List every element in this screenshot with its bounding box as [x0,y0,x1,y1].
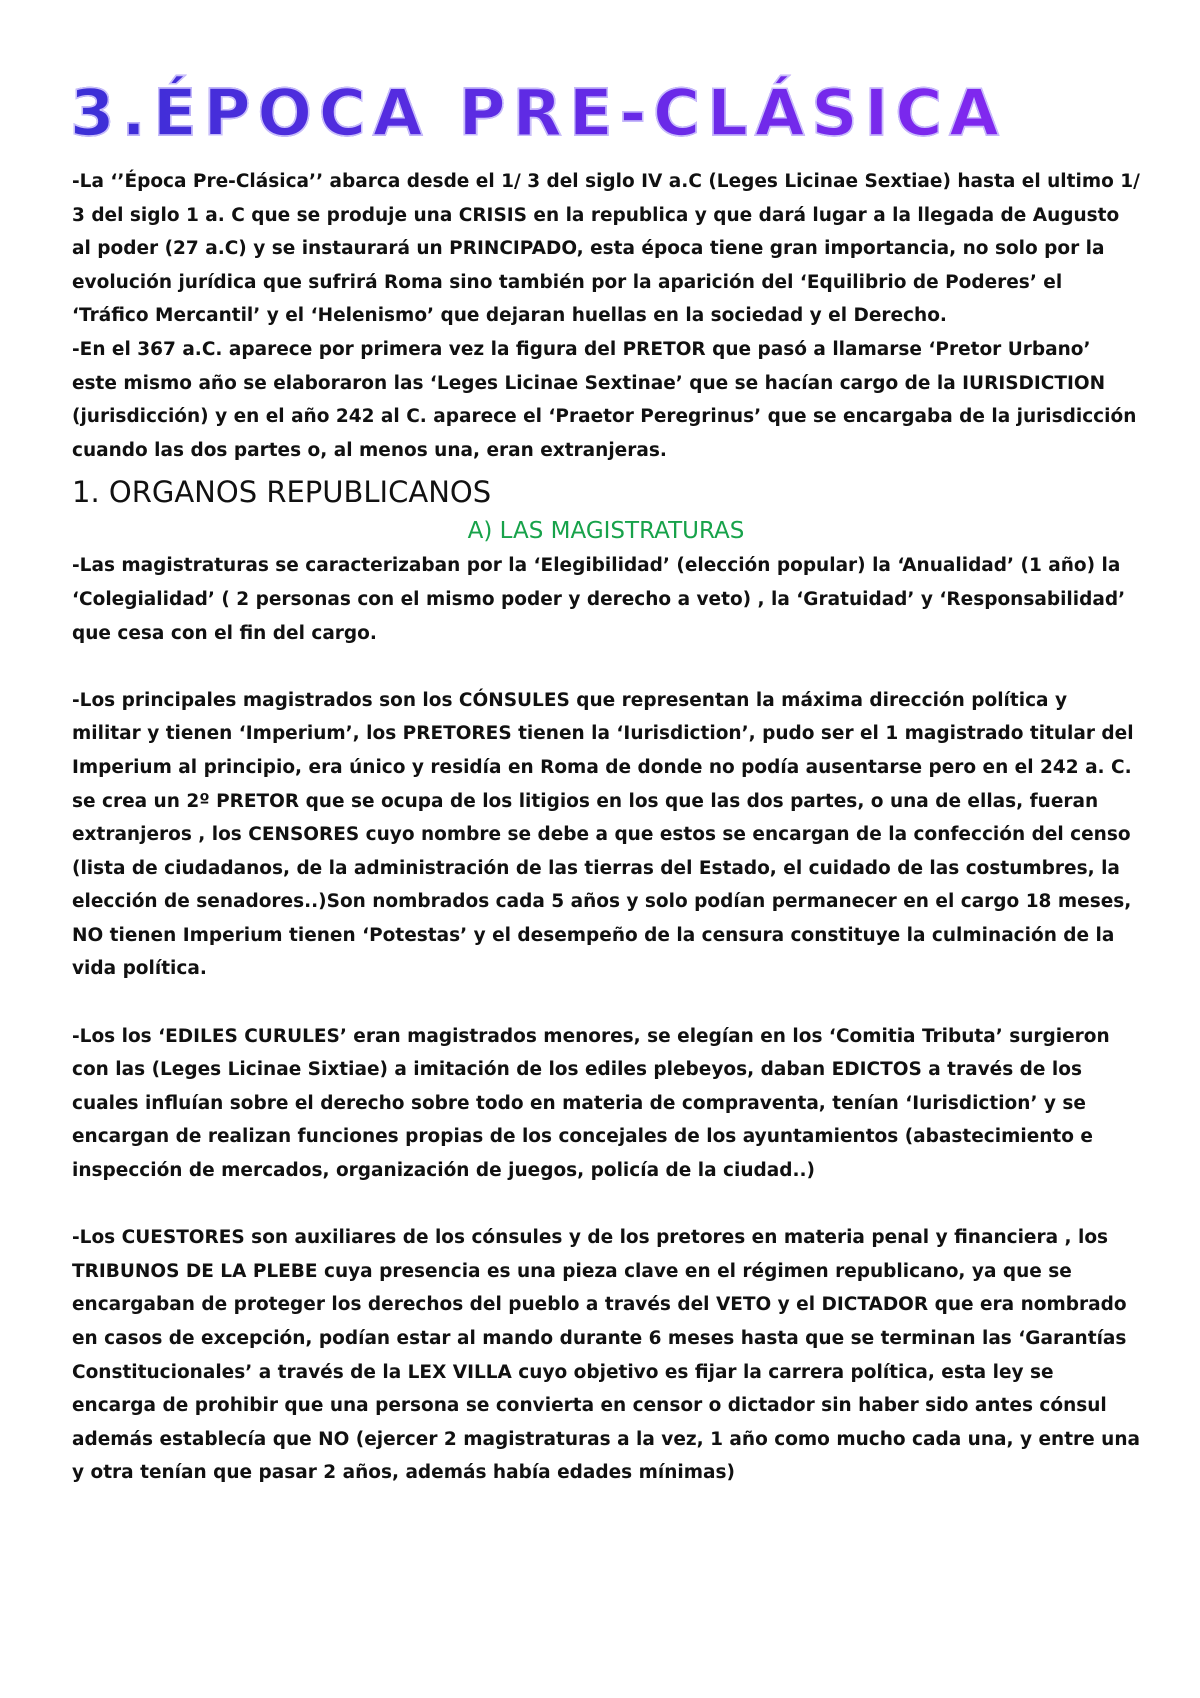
paragraph-consules: -Los principales magistrados son los CÓNSULES que representan la máxima dirección política y militar y tienen ‘Imperium’, los PRETORES tienen la ‘Iurisdiction’, pudo ser el 1 magistrado titular del Imperium al principio, era único y residía en Roma de donde no podía ausentarse pero en el 242 a. C. se crea un 2º PRETOR que se ocupa de los litigios en los que las dos partes, o una de ellas, fueran extranjeros , los CENSORES cuyo nombre se debe a que estos se encargan de la confección del censo (lista de ciudadanos, de la administración de las tierras del Estado, el cuidado de las costumbres, la elección de senadores..)Son nombrados cada 5 años y solo podían permanecer en el cargo 18 meses, NO tienen Imperium tienen ‘Potestas’ y el desempeño de la censura constituye la culminación de la vida política. [72,689,1134,980]
section-heading: 1. ORGANOS REPUBLICANOS [72,475,492,510]
page-title: 3.ÉPOCA PRE-CLÁSICA [70,70,1150,158]
paragraph-intro: -La ‘’Época Pre-Clásica’’ abarca desde el 1/ 3 del siglo IV a.C (Leges Licinae Sextiae) hasta el ultimo 1/ 3 del siglo 1 a. C que se produje una CRISIS en la republica y que dará lugar a la llegada de Augusto al poder (27 a.C) y se instaurará un PRINCIPADO, esta época tiene gran importancia, no solo por la evolución jurídica que sufrirá Roma sino también por la aparición del ‘Equilibrio de Poderes’ el ‘Tráfico Mercantil’ y el ‘Helenismo’ que dejaran huellas en la sociedad y el Derecho. [72,171,1140,327]
paragraph-ediles: -Los los ‘EDILES CURULES’ eran magistrados menores, se elegían en los ‘Comitia Tributa’ surgieron con las (Leges Licinae Sixtiae) a imitación de los ediles plebeyos, daban EDICTOS a través de los cuales influían sobre el derecho sobre todo en materia de compraventa, tenían ‘Iurisdiction’ y se encargan de realizan funciones propias de los concejales de los ayuntamientos (abastecimiento e inspección de mercados, organización de juegos, policía de la ciudad..) [72,1025,1110,1182]
paragraph-pretor: -En el 367 a.C. aparece por primera vez la figura del PRETOR que pasó a llamarse ‘Pretor Urbano’ este mismo año se elaboraron las ‘Leges Licinae Sextinae’ que se hacían cargo de la IURISDICTION (jurisdicción) y en el año 242 al C. aparece el ‘Praetor Peregrinus’ que se encargaba de la jurisdicción cuando las dos partes o, al menos una, eran extranjeras. [72,338,1137,461]
document-body [72,165,1140,1490]
paragraph-cuestores: -Los CUESTORES son auxiliares de los cónsules y de los pretores en materia penal y financiera , los TRIBUNOS DE LA PLEBE cuya presencia es una pieza clave en el régimen republicano, ya que se encargaban de proteger los derechos del pueblo a través del VETO y el DICTADOR que era nombrado en casos de excepción, podían estar al mando durante 6 meses hasta que se terminan las ‘Garantías Constitucionales’ a través de la LEX VILLA cuyo objetivo es fijar la carrera política, esta ley se encarga de prohibir que una persona se convierta en censor o dictador sin haber sido antes cónsul además establecía que NO (ejercer 2 magistraturas a la vez, 1 año como mucho cada una, y entre una y otra tenían que pasar 2 años, además había edades mínimas) [72,1227,1140,1484]
paragraph-spacer [72,650,1140,684]
paragraph-caracteristicas: -Las magistraturas se caracterizaban por la ‘Elegibilidad’ (elección popular) la ‘Anualidad’ (1 año) la ‘Colegialidad’ ( 2 personas con el mismo poder y derecho a veto) , la ‘Gratuidad’ y ‘Responsabilidad’ que cesa con el fin del cargo. [72,555,1126,644]
paragraph-spacer [72,1188,1140,1222]
paragraph-spacer [72,986,1140,1020]
sub-heading: A) LAS MAGISTRATURAS [467,518,745,545]
